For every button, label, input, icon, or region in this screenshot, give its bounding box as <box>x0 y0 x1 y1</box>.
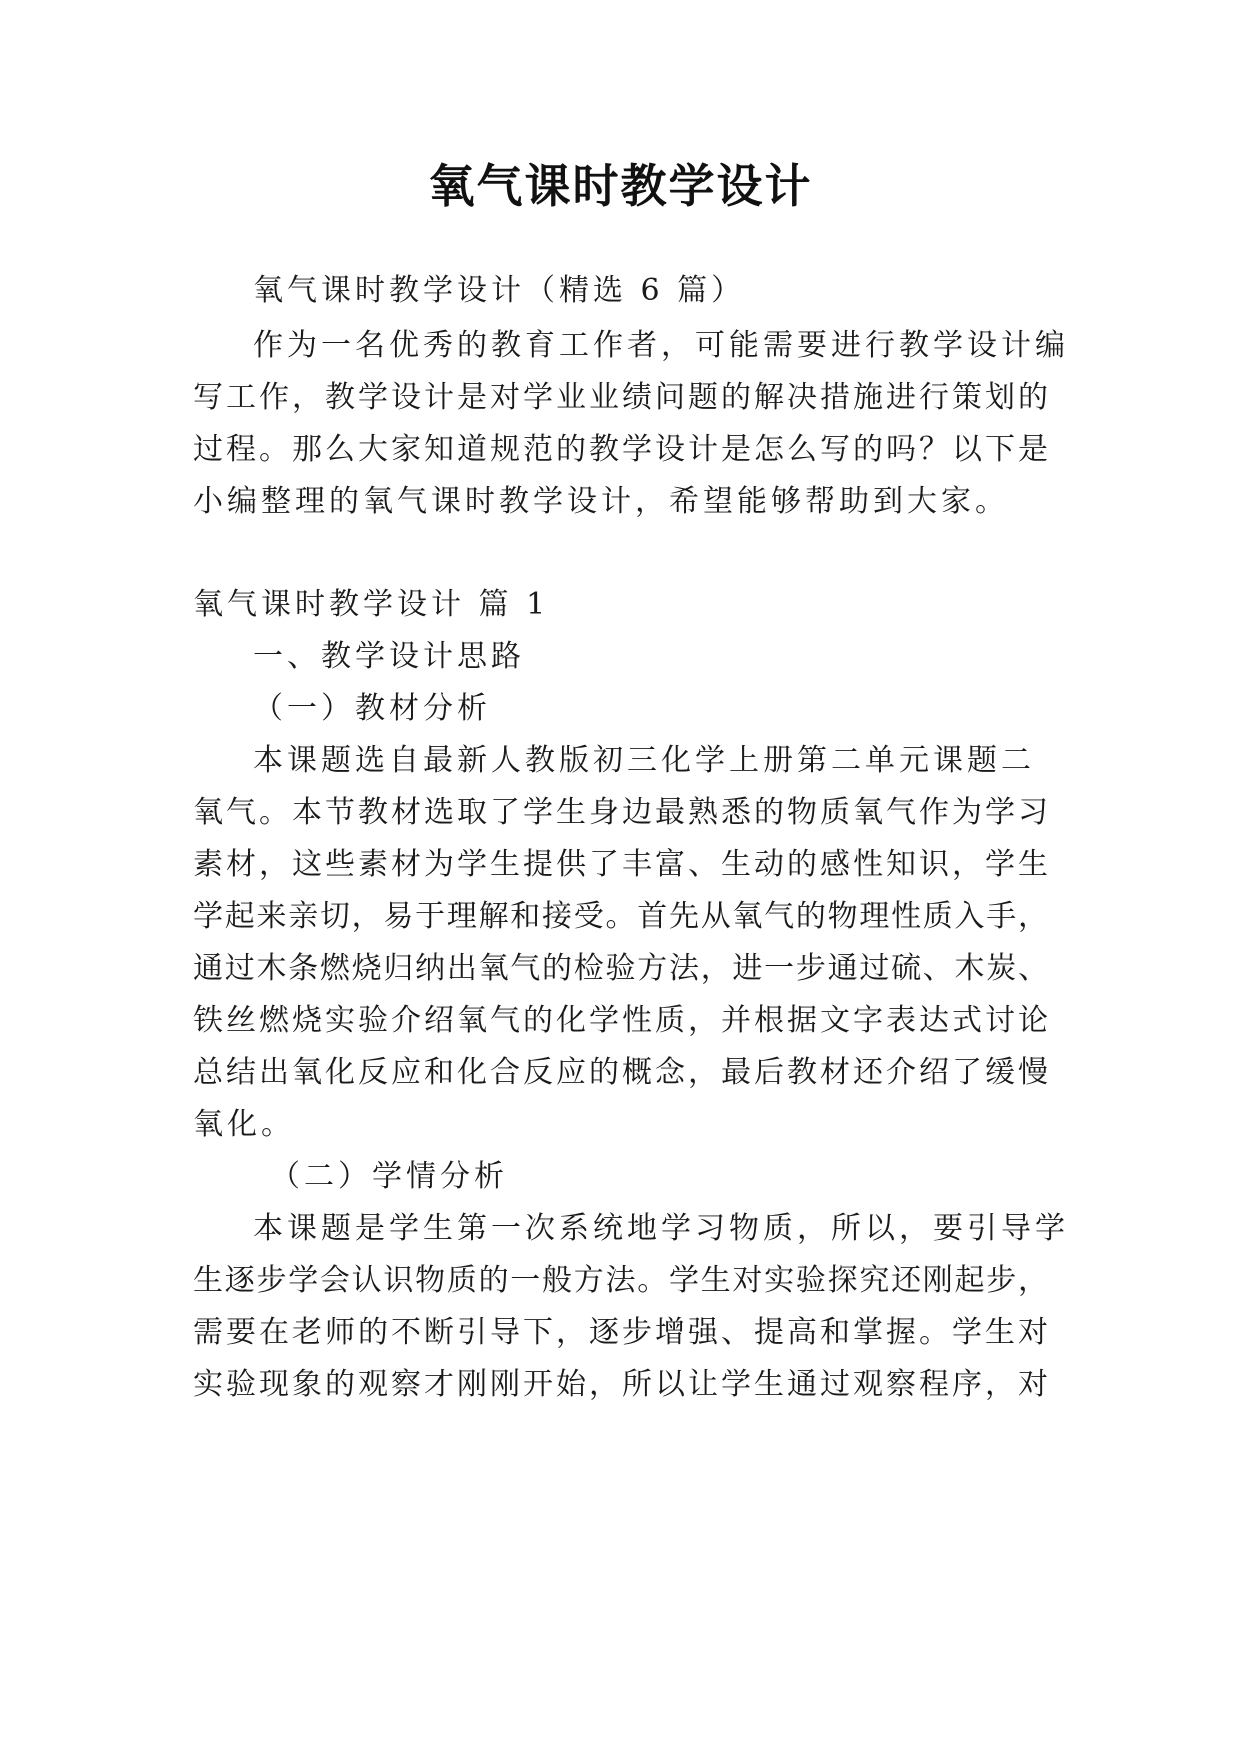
intro-line: 作为一名优秀的教育工作者，可能需要进行教学设计编 <box>253 328 1069 363</box>
paragraph-line: 氧化。 <box>193 1107 295 1142</box>
paragraph-line: 总结出氧化反应和化合反应的概念，最后教材还介绍了缓慢 <box>193 1055 1048 1090</box>
section-heading: 氧气课时教学设计 篇 1 <box>193 587 550 622</box>
document-title: 氧气课时教学设计 <box>428 159 813 213</box>
paragraph-line: 本课题是学生第一次系统地学习物质，所以，要引导学 <box>253 1211 1069 1246</box>
paragraph-line: 生逐步学会认识物质的一般方法。学生对实验探究还刚起步， <box>193 1263 1048 1298</box>
paragraph-line: 实验现象的观察才刚刚开始，所以让学生通过观察程序，对 <box>193 1367 1048 1402</box>
heading-level-1: 一、教学设计思路 <box>253 639 525 674</box>
paragraph-line: 学起来亲切，易于理解和接受。首先从氧气的物理性质入手， <box>193 899 1048 934</box>
paragraph-line: 素材，这些素材为学生提供了丰富、生动的感性知识，学生 <box>193 847 1048 882</box>
paragraph-line: 本课题选自最新人教版初三化学上册第二单元课题二 <box>253 743 1035 778</box>
paragraph-line: 需要在老师的不断引导下，逐步增强、提高和掌握。学生对 <box>193 1315 1048 1350</box>
document-subtitle: 氧气课时教学设计（精选 6 篇） <box>253 273 746 308</box>
intro-line: 小编整理的氧气课时教学设计，希望能够帮助到大家。 <box>193 484 1009 519</box>
intro-line: 写工作，教学设计是对学业业绩问题的解决措施进行策划的 <box>193 380 1048 415</box>
heading-level-2: （二）学情分析 <box>270 1159 508 1194</box>
paragraph-line: 氧气。本节教材选取了学生身边最熟悉的物质氧气作为学习 <box>193 795 1048 830</box>
heading-level-2: （一）教材分析 <box>253 691 491 726</box>
paragraph-line: 铁丝燃烧实验介绍氧气的化学性质，并根据文字表达式讨论 <box>193 1003 1048 1038</box>
paragraph-line: 通过木条燃烧归纳出氧气的检验方法，进一步通过硫、木炭、 <box>193 951 1048 986</box>
intro-line: 过程。那么大家知道规范的教学设计是怎么写的吗？以下是 <box>193 432 1048 467</box>
